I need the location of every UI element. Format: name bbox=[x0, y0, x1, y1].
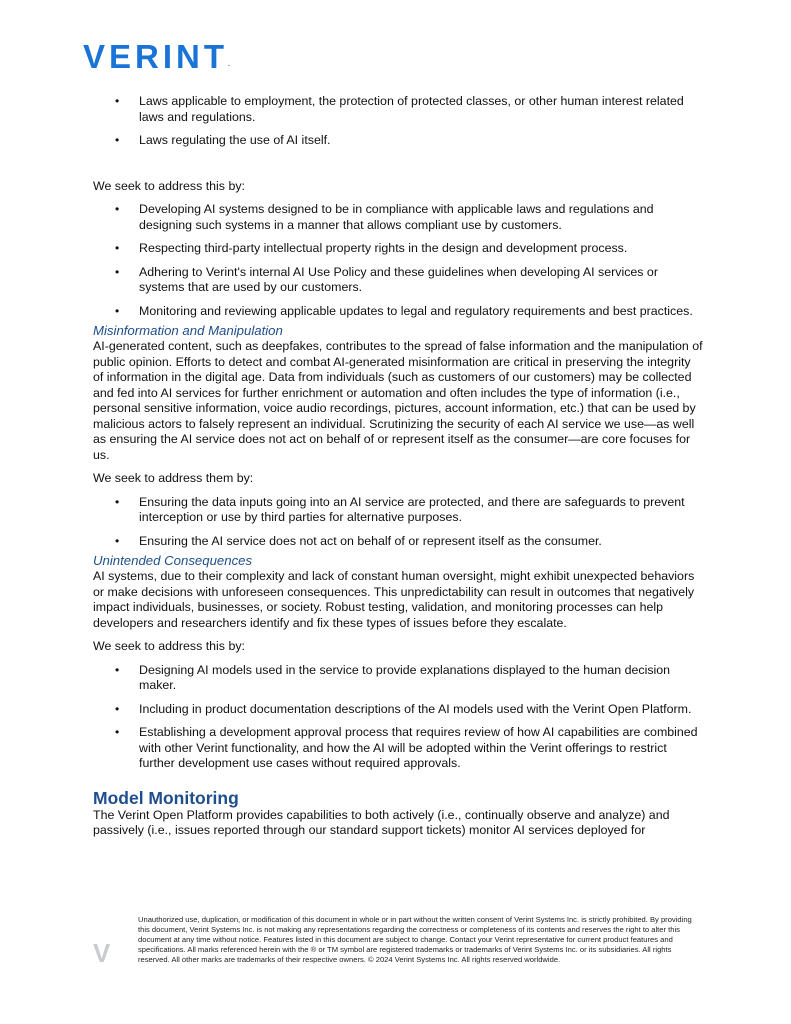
unintended-heading: Unintended Consequences bbox=[93, 553, 253, 568]
unintended-list bbox=[93, 663, 703, 772]
footer-verint-v-logo: V bbox=[93, 938, 111, 968]
list-item: • Laws regulating the use of AI itself. bbox=[93, 133, 703, 149]
logo-mark: . bbox=[228, 61, 230, 68]
misinformation-body: AI-generated content, such as deepfakes, contributes to the spread of false information and the manipulation of public opinion. Efforts to detect and combat AI-generated misinformation are critical in preserving the integrity of information in the digital age. Data from individuals (such as customers of our customers) may be collected and fed into AI services for further enrichment or automation and often includes the type of information (i.e., personal sensitive information, voice audio recordings, pictures, account information, etc.) that can be used by malicious actors to falsely represent an individual. Scrutinizing the security of each AI service we use—as well as ensuring the AI service does not act on behalf of or represent itself as the consumer—are core focuses for us. bbox=[93, 339, 703, 462]
list-item: • Ensuring the AI service does not act on behalf of or represent itself as the consumer. bbox=[93, 534, 703, 550]
misinformation-heading: Misinformation and Manipulation bbox=[93, 323, 283, 338]
model-monitoring-heading: Model Monitoring bbox=[93, 787, 239, 808]
list-item: • Designing AI models used in the service to provide explanations displayed to the human decision maker. bbox=[93, 663, 703, 694]
footer-legal-text: Unauthorized use, duplication, or modification of this document in whole or in part without the written consent of Verint Systems Inc. is strictly prohibited. By providing this document, Verint Systems Inc. is not making any representations regarding the correctness or completeness of its contents and reserves the right to alter this document at any time without notice. Features listed in this document are subject to change. Contact your Verint representative for current product features and specifications. All marks referenced herein with the ® or TM symbol are registered trademarks or trademarks of Verint Systems Inc. or its subsidiaries. All rights reserved. All other marks are trademarks of their respective owners. © 2024 Verint Systems Inc. All rights reserved worldwide. bbox=[138, 915, 692, 965]
list-item: • Ensuring the data inputs going into an AI service are protected, and there are safeguards to prevent interception or use by third parties for alternative purposes. bbox=[93, 495, 703, 526]
address-intro: We seek to address this by: bbox=[93, 178, 245, 193]
unintended-intro: We seek to address this by: bbox=[93, 639, 245, 653]
list-item: • Respecting third-party intellectual property rights in the design and development process. bbox=[93, 241, 703, 257]
document-body bbox=[93, 94, 703, 839]
list-item: • Adhering to Verint's internal AI Use Policy and these guidelines when developing AI services or systems that are used by our customers. bbox=[93, 265, 703, 296]
list-item: • Laws applicable to employment, the protection of protected classes, or other human interest related laws and regulations. bbox=[93, 94, 703, 125]
model-monitoring-body: The Verint Open Platform provides capabilities to both actively (i.e., continually observe and analyze) and passively (i.e., issues reported through our standard support tickets) monitor AI services deployed for bbox=[93, 807, 670, 837]
list-item: • Including in product documentation descriptions of the AI models used with the Verint Open Platform. bbox=[93, 702, 703, 718]
list-item: • Developing AI systems designed to be in compliance with applicable laws and regulations and designing such systems in a manner that allows compliant use by customers. bbox=[93, 202, 703, 233]
list-item: • Monitoring and reviewing applicable updates to legal and regulatory requirements and best practices. bbox=[93, 304, 703, 320]
verint-logo bbox=[83, 38, 230, 76]
laws-list bbox=[93, 94, 703, 149]
logo-text: VERINT bbox=[83, 38, 229, 75]
misinformation-intro: We seek to address them by: bbox=[93, 471, 254, 485]
address-list bbox=[93, 202, 703, 319]
misinformation-list bbox=[93, 495, 703, 550]
unintended-body: AI systems, due to their complexity and lack of constant human oversight, might exhibit unexpected behaviors or make decisions with unforeseen consequences. This unpredictability can result in outcomes that negatively impact individuals, businesses, or society. Robust testing, validation, and monitoring processes can help developers and researchers identify and fix these types of issues before they escalate. bbox=[93, 569, 695, 630]
list-item: • Establishing a development approval process that requires review of how AI capabilities are combined with other Verint functionality, and how the AI will be adopted within the Verint offerings to restrict further development use cases without required approvals. bbox=[93, 725, 703, 772]
